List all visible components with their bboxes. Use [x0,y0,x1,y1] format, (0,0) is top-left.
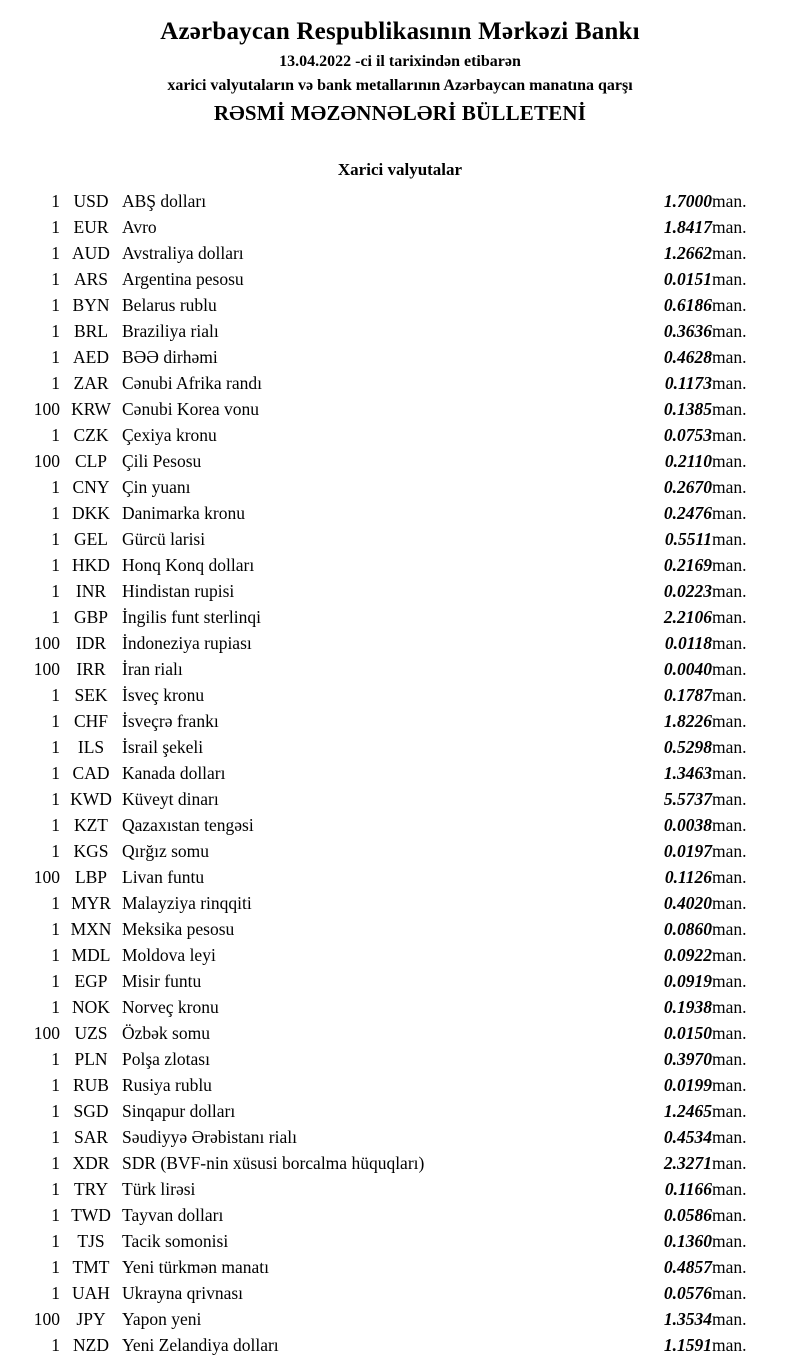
table-row [0,344,800,370]
currency-rate-value: 2.3271 [663,1152,712,1173]
currency-rate-value: 1.3463 [663,762,712,783]
currency-name: BƏƏ dirhəmi [122,346,218,367]
currency-rate-unit: man. [712,1074,747,1095]
table-row [0,682,800,708]
currency-code: GEL [73,528,109,549]
currency-name: Braziliya rialı [122,320,219,341]
currency-rate-unit: man. [712,658,747,679]
table-row [0,1332,800,1358]
currency-rate-value: 1.8417 [663,216,712,237]
currency-rate-value: 0.0860 [663,918,712,939]
currency-amount: 100 [33,658,60,679]
table-row [0,422,800,448]
currency-rate-value: 1.8226 [663,710,712,731]
currency-code: SEK [74,684,108,705]
currency-amount: 1 [51,502,60,523]
currency-rate-unit: man. [712,268,747,289]
currency-rate-value: 0.3970 [663,1048,712,1069]
currency-code: MYR [71,892,111,913]
currency-rate-unit: man. [712,1178,747,1199]
currency-code: MXN [70,918,112,939]
currency-rate-unit: man. [712,1334,747,1355]
currency-code: TJS [77,1230,105,1251]
currency-amount: 1 [51,294,60,315]
currency-code: RUB [73,1074,109,1095]
currency-name: Yeni türkmən manatı [122,1256,269,1277]
table-row [0,578,800,604]
currency-name: Gürcü larisi [122,528,206,549]
table-row [0,864,800,890]
currency-rate-value: 0.0586 [663,1204,712,1225]
table-row [0,292,800,318]
currency-name: Tayvan dolları [122,1204,224,1225]
table-row [0,370,800,396]
currency-amount: 1 [51,1126,60,1147]
currency-name: Qazaxıstan tengəsi [122,814,254,835]
currency-rate-unit: man. [712,1048,747,1069]
currency-name: Türk lirəsi [122,1178,196,1199]
currency-amount: 1 [51,216,60,237]
currency-rate-value: 0.1166 [664,1178,712,1199]
table-row [0,188,800,214]
currency-name: İsrail şekeli [122,736,204,757]
currency-name: ABŞ dolları [122,190,207,211]
currency-amount: 1 [51,424,60,445]
currency-rate-unit: man. [712,918,747,939]
currency-rate-value: 0.1173 [664,372,712,393]
currency-rate-unit: man. [712,1230,747,1251]
currency-name: Belarus rublu [122,294,217,315]
table-row [0,266,800,292]
currency-amount: 1 [51,372,60,393]
currency-rate-value: 0.0199 [663,1074,712,1095]
currency-code: INR [75,580,107,601]
currency-rate-value: 1.2662 [663,242,712,263]
currency-name: Hindistan rupisi [122,580,235,601]
table-row [0,318,800,344]
table-row [0,240,800,266]
currency-code: TMT [72,1256,110,1277]
currency-rate-value: 0.6186 [663,294,712,315]
currency-rate-unit: man. [712,866,747,887]
currency-rate-value: 0.4628 [663,346,712,367]
currency-rate-value: 0.0038 [663,814,712,835]
currency-rate-value: 1.1591 [663,1334,712,1355]
currency-name: Polşa zlotası [122,1048,210,1069]
currency-rate-unit: man. [712,216,747,237]
currency-code: SGD [73,1100,109,1121]
currency-rate-unit: man. [712,346,747,367]
currency-name: Danimarka kronu [122,502,245,523]
currency-name: Honq Konq dolları [122,554,255,575]
currency-code: BRL [73,320,109,341]
currency-amount: 1 [51,528,60,549]
currency-amount: 1 [51,684,60,705]
currency-amount: 1 [51,268,60,289]
currency-amount: 1 [51,606,60,627]
section-title-foreign-currencies: Xarici valyutalar [337,159,463,179]
currency-rate-unit: man. [712,762,747,783]
document-header [0,18,800,126]
currency-amount: 1 [51,1152,60,1173]
currency-rate-value: 0.1360 [663,1230,712,1251]
table-row [0,916,800,942]
table-row [0,1228,800,1254]
currency-name: Səudiyyə Ərəbistanı rialı [122,1126,297,1147]
table-row [0,994,800,1020]
table-row [0,734,800,760]
currency-name: Cənubi Afrika randı [122,372,262,393]
table-row [0,214,800,240]
table-row [0,474,800,500]
currency-rate-unit: man. [712,736,747,757]
currency-rate-value: 0.4020 [663,892,712,913]
table-row [0,1306,800,1332]
currency-name: İsveçrə frankı [122,710,219,731]
currency-rate-value: 0.0197 [663,840,712,861]
currency-rate-unit: man. [712,710,747,731]
currency-amount: 100 [33,866,60,887]
currency-amount: 1 [51,762,60,783]
currency-name: Ukrayna qrivnası [122,1282,244,1303]
currency-code: IRR [76,658,106,679]
currency-code: AED [73,346,109,367]
currency-name: SDR (BVF-nin xüsusi borcalma hüquqları) [122,1152,425,1173]
currency-amount: 1 [51,1230,60,1251]
currency-amount: 100 [33,1308,60,1329]
currency-code: CHF [73,710,109,731]
currency-rate-value: 5.5737 [663,788,712,809]
table-row [0,604,800,630]
currency-amount: 1 [51,710,60,731]
table-row [0,1046,800,1072]
currency-code: KGS [73,840,109,861]
currency-name: Cənubi Korea vonu [122,398,260,419]
currency-name: Tacik somonisi [122,1230,229,1251]
currency-name: Meksika pesosu [122,918,235,939]
currency-code: CZK [73,424,109,445]
currency-code: EGP [74,970,108,991]
currency-code: MDL [71,944,111,965]
currency-rate-unit: man. [712,320,747,341]
currency-amount: 1 [51,346,60,367]
currency-rate-value: 1.2465 [663,1100,712,1121]
currency-name: İsveç kronu [122,684,205,705]
currency-code: TWD [71,1204,111,1225]
table-row [0,1202,800,1228]
currency-rate-value: 0.1787 [663,684,712,705]
currency-rate-value: 0.4857 [663,1256,712,1277]
currency-rate-unit: man. [712,1126,747,1147]
currency-code: ZAR [73,372,109,393]
currency-code: SAR [73,1126,109,1147]
currency-rate-value: 0.0576 [663,1282,712,1303]
currency-rate-unit: man. [712,840,747,861]
currency-rate-value: 0.5511 [664,528,712,549]
currency-rate-unit: man. [712,580,747,601]
currency-rate-unit: man. [712,814,747,835]
table-row [0,500,800,526]
currency-rate-value: 0.0118 [664,632,712,653]
currency-amount: 1 [51,242,60,263]
currency-name: Çin yuanı [122,476,191,497]
currency-code: KRW [71,398,111,419]
document-subtitle: xarici valyutaların və bank metallarının Azərbaycan manatına qarşı [167,76,633,94]
currency-rate-unit: man. [712,372,747,393]
table-row [0,1280,800,1306]
currency-rate-value: 2.2106 [663,606,712,627]
currency-code: LBP [74,866,108,887]
currency-name: Rusiya rublu [122,1074,212,1095]
currency-rate-unit: man. [712,944,747,965]
currency-amount: 1 [51,996,60,1017]
currency-code: CAD [72,762,110,783]
currency-rate-unit: man. [712,554,747,575]
currency-rate-value: 0.2476 [663,502,712,523]
currency-code: IDR [75,632,107,653]
currency-name: Malayziya rinqqiti [122,892,252,913]
table-row [0,1150,800,1176]
table-row [0,838,800,864]
currency-rate-value: 0.0922 [663,944,712,965]
currency-code: CLP [74,450,108,471]
currency-code: UAH [72,1282,110,1303]
currency-rate-unit: man. [712,190,747,211]
currency-name: Moldova leyi [122,944,216,965]
currency-rate-value: 0.3636 [663,320,712,341]
currency-name: Kanada dolları [122,762,226,783]
table-row [0,552,800,578]
currency-amount: 1 [51,1074,60,1095]
currency-name: Sinqapur dolları [122,1100,236,1121]
currency-amount: 1 [51,554,60,575]
currency-code: TRY [73,1178,109,1199]
currency-name: Çexiya kronu [122,424,217,445]
table-row [0,786,800,812]
currency-rate-unit: man. [712,1204,747,1225]
currency-rate-unit: man. [712,970,747,991]
table-row [0,1124,800,1150]
currency-rate-value: 0.0753 [663,424,712,445]
table-row [0,1098,800,1124]
currency-code: UZS [74,1022,108,1043]
currency-amount: 100 [33,632,60,653]
currency-amount: 1 [51,580,60,601]
currency-rate-unit: man. [712,892,747,913]
table-row [0,630,800,656]
currency-amount: 1 [51,1100,60,1121]
currency-rate-unit: man. [712,1256,747,1277]
currency-name: Norveç kronu [122,996,219,1017]
currency-rate-value: 0.0151 [663,268,712,289]
currency-rate-value: 1.3534 [663,1308,712,1329]
currency-rate-unit: man. [712,502,747,523]
table-row [0,1072,800,1098]
currency-code: PLN [74,1048,108,1069]
currency-code: ILS [77,736,105,757]
currency-rate-value: 0.0150 [663,1022,712,1043]
currency-rate-unit: man. [712,1022,747,1043]
currency-rate-unit: man. [712,684,747,705]
table-row [0,968,800,994]
currency-code: ARS [73,268,109,289]
currency-amount: 1 [51,1048,60,1069]
currency-rate-value: 0.1126 [664,866,712,887]
currency-amount: 1 [51,970,60,991]
table-row [0,708,800,734]
currency-name: Avstraliya dolları [122,242,244,263]
currency-rate-value: 1.7000 [663,190,712,211]
currency-name: Özbək somu [122,1022,210,1043]
currency-code: AUD [72,242,110,263]
currency-code: GBP [73,606,109,627]
currency-rate-unit: man. [712,424,747,445]
currency-amount: 100 [33,398,60,419]
currency-name: Qırğız somu [122,840,210,861]
currency-rate-unit: man. [712,450,747,471]
currency-code: KWD [70,788,112,809]
currency-rate-unit: man. [712,1282,747,1303]
currency-name: Küveyt dinarı [122,788,219,809]
currency-amount: 1 [51,1204,60,1225]
currency-code: EUR [73,216,109,237]
currency-rate-value: 0.0040 [663,658,712,679]
currency-rate-value: 0.1938 [663,996,712,1017]
table-row [0,1020,800,1046]
currency-rate-value: 0.2670 [663,476,712,497]
currency-amount: 1 [51,918,60,939]
currency-amount: 1 [51,1256,60,1277]
currency-rate-value: 0.1385 [663,398,712,419]
currency-code: DKK [72,502,110,523]
currency-rate-unit: man. [712,788,747,809]
table-row [0,396,800,422]
currency-rate-unit: man. [712,398,747,419]
currency-code: KZT [73,814,109,835]
currency-rate-value: 0.5298 [663,736,712,757]
currency-code: HKD [72,554,110,575]
currency-name: İngilis funt sterlinqi [122,606,262,627]
currency-rate-value: 0.2110 [664,450,712,471]
currency-rate-unit: man. [712,606,747,627]
currency-rate-unit: man. [712,1100,747,1121]
currency-rate-value: 0.2169 [663,554,712,575]
currency-name: İran rialı [122,658,183,679]
currency-amount: 1 [51,1282,60,1303]
table-row [0,1254,800,1280]
currency-rate-unit: man. [712,242,747,263]
table-row [0,812,800,838]
currency-code: BYN [72,294,110,315]
table-row [0,942,800,968]
currency-rate-value: 0.0919 [663,970,712,991]
currency-name: Misir funtu [122,970,202,991]
currency-amount: 100 [33,1022,60,1043]
currency-rate-unit: man. [712,632,747,653]
currency-amount: 1 [51,944,60,965]
currency-code: USD [73,190,109,211]
currency-name: İndoneziya rupiası [122,632,252,653]
currency-amount: 1 [51,840,60,861]
currency-name: Yapon yeni [122,1308,202,1329]
currency-name: Argentina pesosu [122,268,244,289]
currency-amount: 1 [51,320,60,341]
currency-amount: 1 [51,1334,60,1355]
currency-rate-unit: man. [712,528,747,549]
currency-rate-unit: man. [712,294,747,315]
table-row [0,448,800,474]
currency-amount: 1 [51,476,60,497]
currency-name: Yeni Zelandiya dolları [122,1334,279,1355]
currency-amount: 1 [51,190,60,211]
currency-name: Çili Pesosu [122,450,202,471]
currency-amount: 1 [51,736,60,757]
table-row [0,526,800,552]
currency-rate-unit: man. [712,1152,747,1173]
exchange-rates-table [0,188,800,1358]
currency-rate-unit: man. [712,476,747,497]
currency-code: JPY [76,1308,106,1329]
currency-amount: 1 [51,814,60,835]
currency-code: NOK [72,996,110,1017]
currency-rate-value: 0.4534 [663,1126,712,1147]
currency-name: Livan funtu [122,866,205,887]
currency-amount: 100 [33,450,60,471]
bank-title: Azərbaycan Respublikasının Mərkəzi Bankı [160,18,640,45]
table-row [0,760,800,786]
exchange-rates-body [0,188,800,1358]
effective-date-line: 13.04.2022 -ci il tarixindən etibarən [279,52,521,70]
currency-rate-unit: man. [712,996,747,1017]
currency-amount: 1 [51,788,60,809]
currency-code: XDR [72,1152,110,1173]
table-row [0,890,800,916]
table-row [0,656,800,682]
currency-rate-unit: man. [712,1308,747,1329]
currency-amount: 1 [51,1178,60,1199]
bulletin-title: RƏSMİ MƏZƏNNƏLƏRİ BÜLLETENİ [213,100,587,125]
currency-code: CNY [72,476,110,497]
currency-code: NZD [73,1334,109,1355]
currency-name: Avro [122,216,157,237]
table-row [0,1176,800,1202]
currency-rate-value: 0.0223 [663,580,712,601]
currency-amount: 1 [51,892,60,913]
